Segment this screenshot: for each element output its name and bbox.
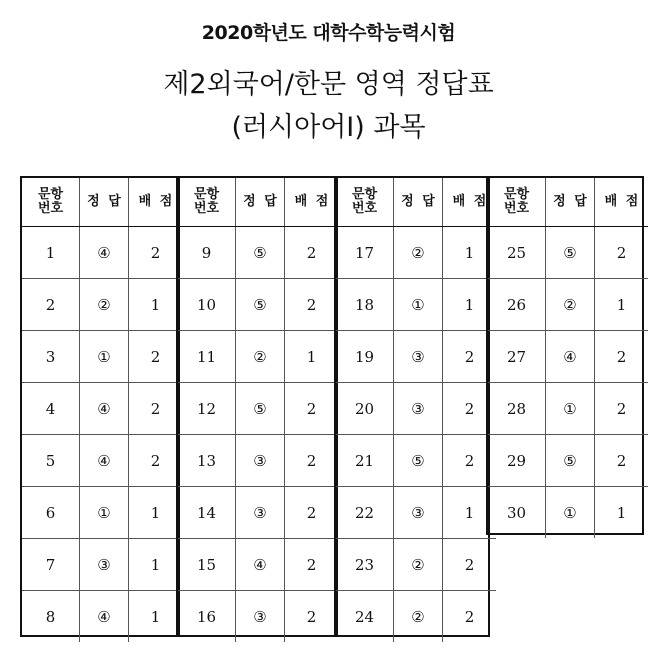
question-number: 2 xyxy=(22,279,80,331)
answer-choice: ④ xyxy=(236,539,285,591)
header-points: 배 점 xyxy=(129,178,183,227)
question-number: 14 xyxy=(178,487,236,539)
question-number: 27 xyxy=(488,331,546,383)
table-row xyxy=(178,331,338,383)
answer-choice: ④ xyxy=(80,435,129,487)
question-number: 28 xyxy=(488,383,546,435)
table-row xyxy=(336,227,496,279)
question-number: 11 xyxy=(178,331,236,383)
answer-choice: ④ xyxy=(80,591,129,643)
table-row xyxy=(488,331,648,383)
exam-title: 2020학년도 대학수학능력시험 xyxy=(201,22,456,44)
answer-choice: ③ xyxy=(236,435,285,487)
points-value: 1 xyxy=(443,279,497,331)
points-value: 2 xyxy=(443,539,497,591)
points-value: 2 xyxy=(285,227,339,279)
answer-group-2 xyxy=(176,176,338,637)
header-points: 배 점 xyxy=(443,178,497,227)
points-value: 1 xyxy=(129,279,183,331)
header-answer: 정 답 xyxy=(236,178,285,227)
answer-choice: ② xyxy=(546,279,595,331)
answer-choice: ① xyxy=(80,331,129,383)
question-number: 23 xyxy=(336,539,394,591)
points-value: 2 xyxy=(285,487,339,539)
table-row xyxy=(488,227,648,279)
table-row xyxy=(336,435,496,487)
answer-choice: ③ xyxy=(236,591,285,643)
question-number: 7 xyxy=(22,539,80,591)
points-value: 2 xyxy=(443,331,497,383)
points-value: 2 xyxy=(285,279,339,331)
header-question-number-top: 문항 xyxy=(193,187,220,202)
answer-choice: ⑤ xyxy=(394,435,443,487)
answer-choice: ③ xyxy=(80,539,129,591)
question-number: 25 xyxy=(488,227,546,279)
table-row xyxy=(178,591,338,643)
points-value: 1 xyxy=(443,227,497,279)
answer-choice: ⑤ xyxy=(546,227,595,279)
question-number: 1 xyxy=(22,227,80,279)
answer-choice: ④ xyxy=(546,331,595,383)
header-answer: 정 답 xyxy=(80,178,129,227)
points-value: 2 xyxy=(285,539,339,591)
table-row xyxy=(336,591,496,643)
question-number: 15 xyxy=(178,539,236,591)
points-value: 1 xyxy=(595,487,649,539)
points-value: 1 xyxy=(129,591,183,643)
question-number: 13 xyxy=(178,435,236,487)
header-question-number xyxy=(336,178,394,227)
table-row xyxy=(178,539,338,591)
question-number: 16 xyxy=(178,591,236,643)
answer-choice: ① xyxy=(546,383,595,435)
points-value: 1 xyxy=(285,331,339,383)
header-answer: 정 답 xyxy=(394,178,443,227)
question-number: 18 xyxy=(336,279,394,331)
answer-choice: ② xyxy=(80,279,129,331)
header-question-number xyxy=(178,178,236,227)
points-value: 2 xyxy=(443,591,497,643)
answer-choice: ④ xyxy=(80,227,129,279)
table-row xyxy=(178,435,338,487)
answer-choice: ② xyxy=(236,331,285,383)
question-number: 20 xyxy=(336,383,394,435)
header-question-number-bottom: 번호 xyxy=(37,201,64,216)
points-value: 2 xyxy=(129,331,183,383)
table-row xyxy=(488,279,648,331)
answer-choice: ④ xyxy=(80,383,129,435)
header-question-number-bottom: 번호 xyxy=(503,201,530,216)
header-question-number xyxy=(488,178,546,227)
answer-choice: ① xyxy=(546,487,595,539)
question-number: 29 xyxy=(488,435,546,487)
question-number: 21 xyxy=(336,435,394,487)
points-value: 1 xyxy=(129,539,183,591)
points-value: 2 xyxy=(595,227,649,279)
header-question-number-bottom: 번호 xyxy=(193,201,220,216)
table-row xyxy=(22,435,182,487)
answer-group-1 xyxy=(20,176,180,637)
table-row xyxy=(336,539,496,591)
table-row xyxy=(488,435,648,487)
table-row xyxy=(178,227,338,279)
answer-key-title: 제2외국어/한문 영역 정답표 xyxy=(163,69,494,100)
header-question-number-top: 문항 xyxy=(351,187,378,202)
question-number: 24 xyxy=(336,591,394,643)
question-number: 12 xyxy=(178,383,236,435)
answer-choice: ⑤ xyxy=(236,279,285,331)
answer-choice: ① xyxy=(80,487,129,539)
answer-group-4 xyxy=(486,176,644,535)
points-value: 2 xyxy=(443,435,497,487)
table-row xyxy=(22,331,182,383)
answer-choice: ③ xyxy=(394,487,443,539)
table-row xyxy=(22,539,182,591)
table-row xyxy=(336,487,496,539)
question-number: 6 xyxy=(22,487,80,539)
answer-choice: ⑤ xyxy=(236,227,285,279)
points-value: 1 xyxy=(443,487,497,539)
table-row xyxy=(336,331,496,383)
answer-choice: ① xyxy=(394,279,443,331)
points-value: 2 xyxy=(285,435,339,487)
points-value: 2 xyxy=(129,435,183,487)
table-row xyxy=(22,383,182,435)
points-value: 2 xyxy=(285,383,339,435)
question-number: 3 xyxy=(22,331,80,383)
question-number: 17 xyxy=(336,227,394,279)
question-number: 9 xyxy=(178,227,236,279)
table-row xyxy=(22,591,182,643)
points-value: 1 xyxy=(129,487,183,539)
subject-title: (러시아어Ⅰ) 과목 xyxy=(231,112,426,143)
header-question-number-top: 문항 xyxy=(503,187,530,202)
table-row xyxy=(178,383,338,435)
answer-choice: ② xyxy=(394,539,443,591)
table-row xyxy=(336,279,496,331)
question-number: 4 xyxy=(22,383,80,435)
answer-group-3 xyxy=(334,176,490,637)
header-answer: 정 답 xyxy=(546,178,595,227)
table-row xyxy=(488,487,648,539)
table-row xyxy=(178,279,338,331)
header-points: 배 점 xyxy=(285,178,339,227)
question-number: 5 xyxy=(22,435,80,487)
table-row xyxy=(22,227,182,279)
answer-choice: ③ xyxy=(394,331,443,383)
question-number: 22 xyxy=(336,487,394,539)
points-value: 1 xyxy=(595,279,649,331)
answer-choice: ② xyxy=(394,591,443,643)
table-row xyxy=(336,383,496,435)
points-value: 2 xyxy=(595,331,649,383)
answer-choice: ③ xyxy=(236,487,285,539)
answer-choice: ② xyxy=(394,227,443,279)
points-value: 2 xyxy=(595,383,649,435)
points-value: 2 xyxy=(129,383,183,435)
table-row xyxy=(178,487,338,539)
answer-choice: ③ xyxy=(394,383,443,435)
question-number: 30 xyxy=(488,487,546,539)
answer-choice: ⑤ xyxy=(236,383,285,435)
table-row xyxy=(488,383,648,435)
question-number: 26 xyxy=(488,279,546,331)
header-points: 배 점 xyxy=(595,178,649,227)
question-number: 8 xyxy=(22,591,80,643)
header-question-number-bottom: 번호 xyxy=(351,201,378,216)
header-question-number xyxy=(22,178,80,227)
answer-choice: ⑤ xyxy=(546,435,595,487)
table-row xyxy=(22,487,182,539)
points-value: 2 xyxy=(595,435,649,487)
points-value: 2 xyxy=(285,591,339,643)
question-number: 19 xyxy=(336,331,394,383)
question-number: 10 xyxy=(178,279,236,331)
table-row xyxy=(22,279,182,331)
points-value: 2 xyxy=(443,383,497,435)
header-question-number-top: 문항 xyxy=(37,187,64,202)
points-value: 2 xyxy=(129,227,183,279)
